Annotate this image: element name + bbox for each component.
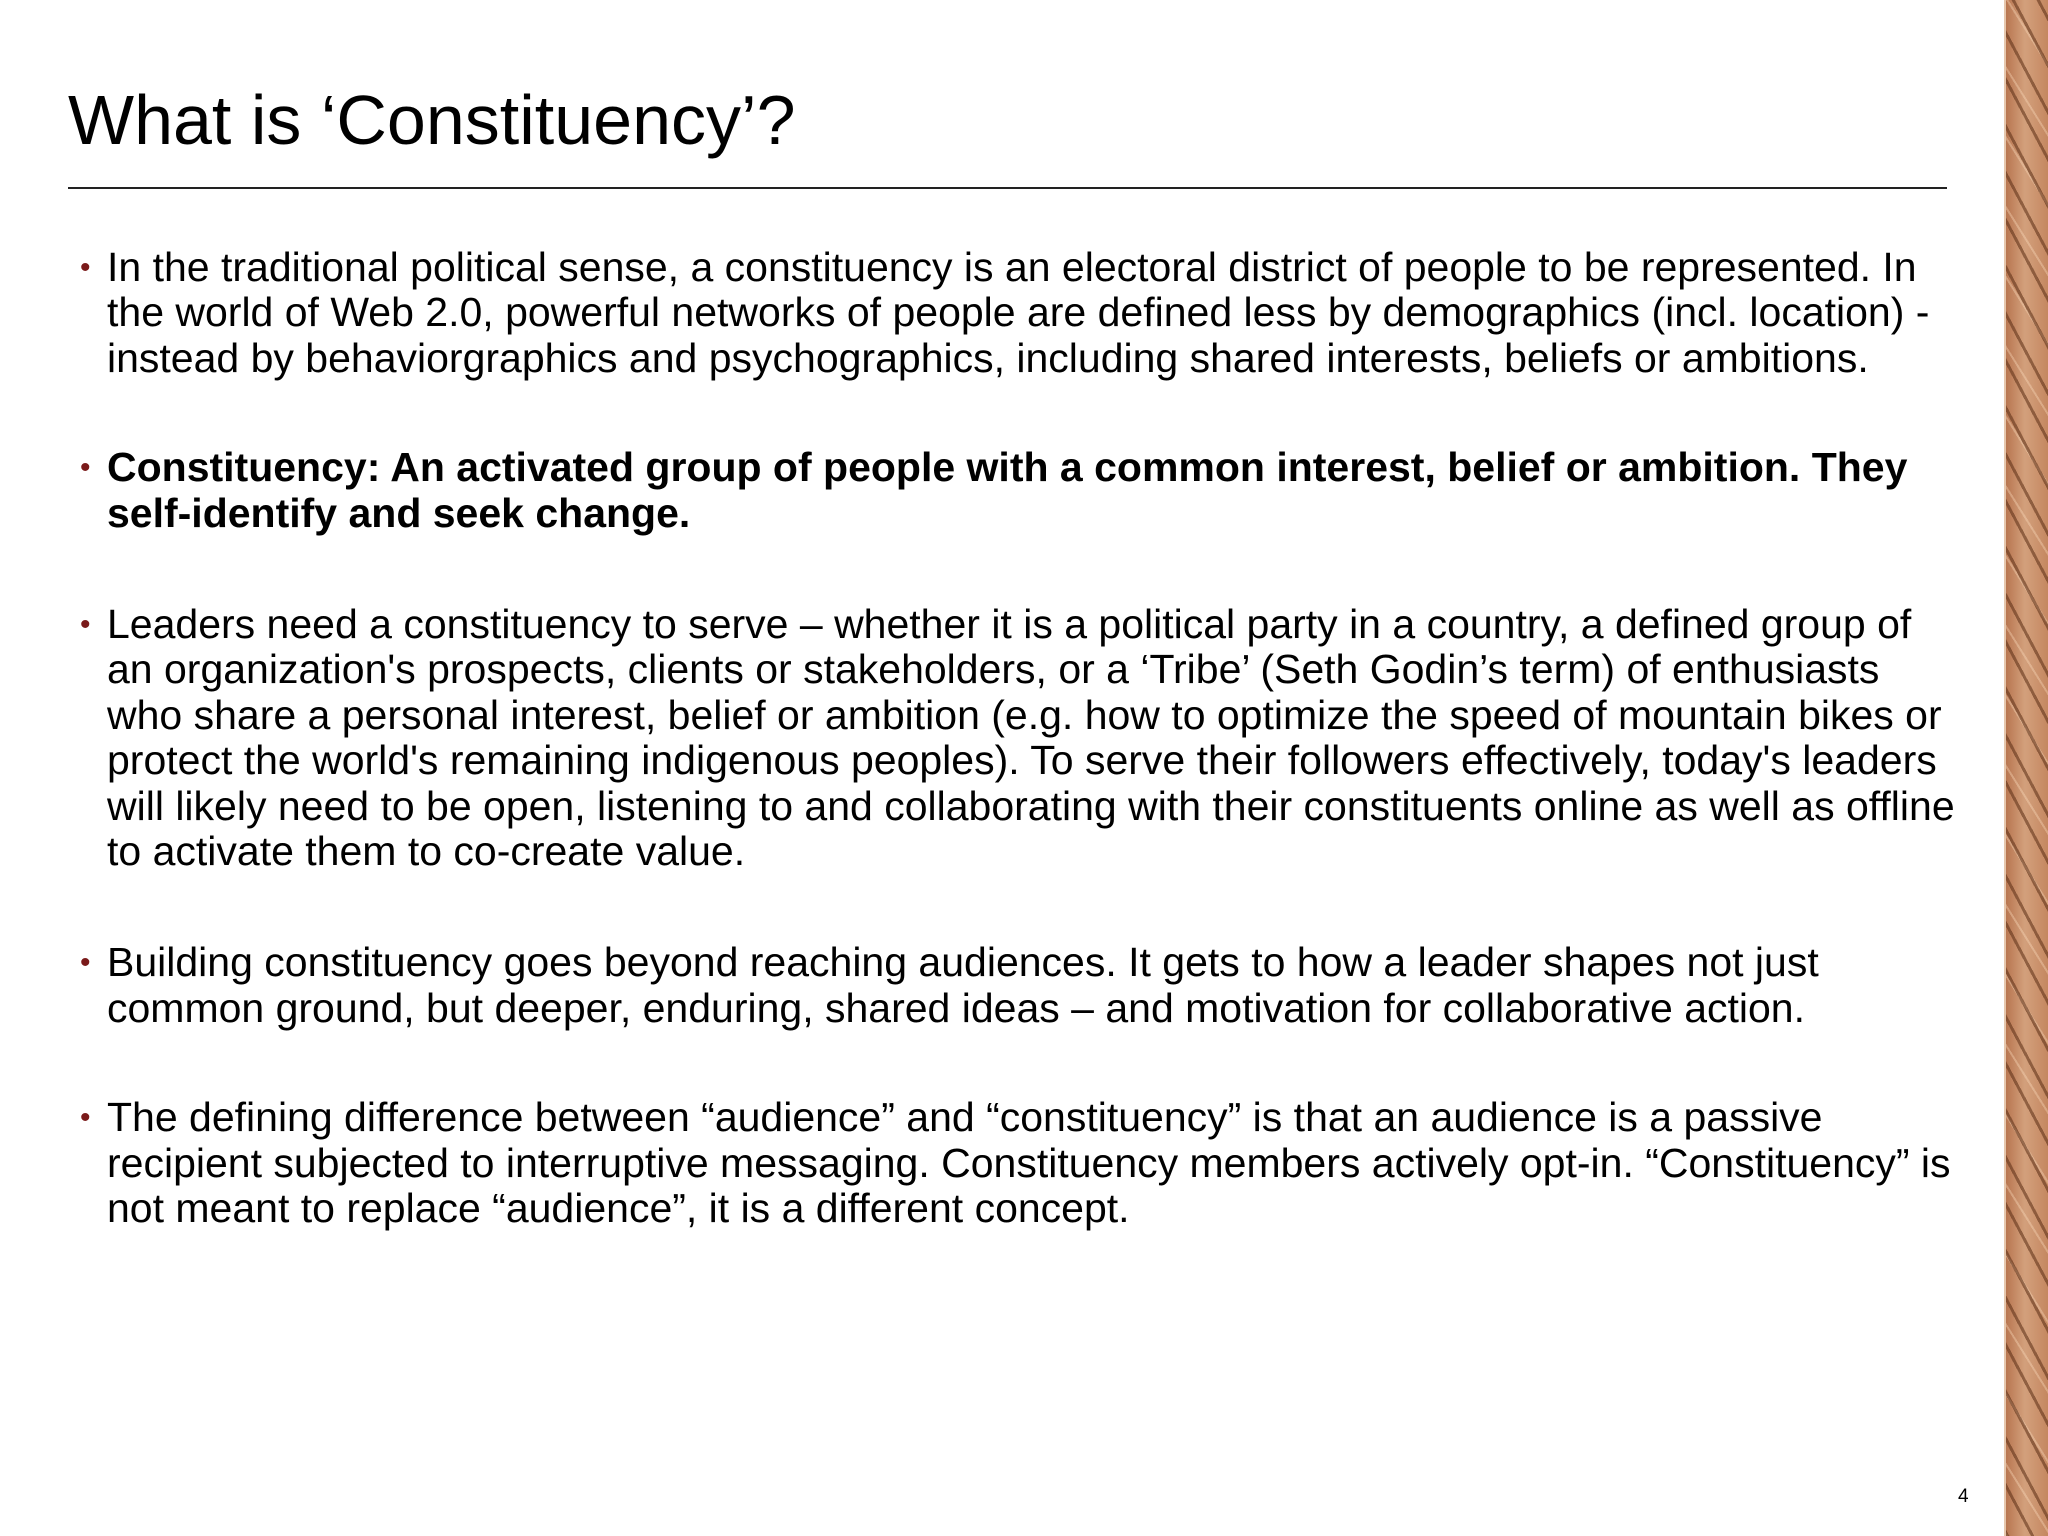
bullet-item-difference bbox=[80, 1095, 1960, 1231]
bullet-marker-icon: • bbox=[80, 1101, 91, 1135]
bullet-text: Leaders need a constituency to serve – whether it is a political party in a country, a defined group of an organization's prospects, clients or stakeholders, or a ‘Tribe’ (Seth Godin’s term) of enthusiasts who share a personal interest, belief or ambition (e.g. how to optimize the speed of mountain bikes or protect the world's remaining indigenous peoples). To serve their followers effectively, today's leaders will likely need to be open, listening to and collaborating with their constituents online as well as offline to activate them to co-create value. bbox=[107, 601, 1955, 875]
bullet-marker-icon: • bbox=[80, 451, 91, 485]
page-number: 4 bbox=[1958, 1486, 1969, 1507]
bullet-text: Constituency: An activated group of people with a common interest, belief or ambition. They self-identify and seek change. bbox=[107, 444, 1908, 536]
wood-texture-strip bbox=[2004, 0, 2048, 1536]
bullet-marker-icon: • bbox=[80, 251, 91, 284]
bullet-text: The defining difference between “audience” and “constituency” is that an audience is a passive recipient subjected to interruptive messaging. Constituency members actively opt-in. “Constituency” is not meant to replace “audience”, it is a different concept. bbox=[107, 1094, 1951, 1232]
bullet-text: Building constituency goes beyond reaching audiences. It gets to how a leader shapes not just common ground, but deeper, enduring, shared ideas – and motivation for collaborative action. bbox=[107, 939, 1819, 1031]
bullet-list bbox=[80, 245, 1960, 1232]
bullet-text: In the traditional political sense, a constituency is an electoral district of people to be represented. In the world of Web 2.0, powerful networks of people are defined less by demographics (incl. location) - instead by behaviorgraphics and psychographics, including shared interests, beliefs or ambitions. bbox=[107, 244, 1930, 381]
slide-title: What is ‘Constituency’? bbox=[68, 81, 796, 159]
bullet-marker-icon: • bbox=[80, 608, 91, 642]
bullet-item-traditional-sense bbox=[80, 245, 1960, 381]
bullet-item-leaders bbox=[80, 602, 1960, 874]
bullet-item-building bbox=[80, 940, 1960, 1031]
bullet-marker-icon: • bbox=[80, 946, 91, 980]
bullet-item-definition bbox=[80, 445, 1960, 536]
title-divider bbox=[68, 187, 1947, 189]
